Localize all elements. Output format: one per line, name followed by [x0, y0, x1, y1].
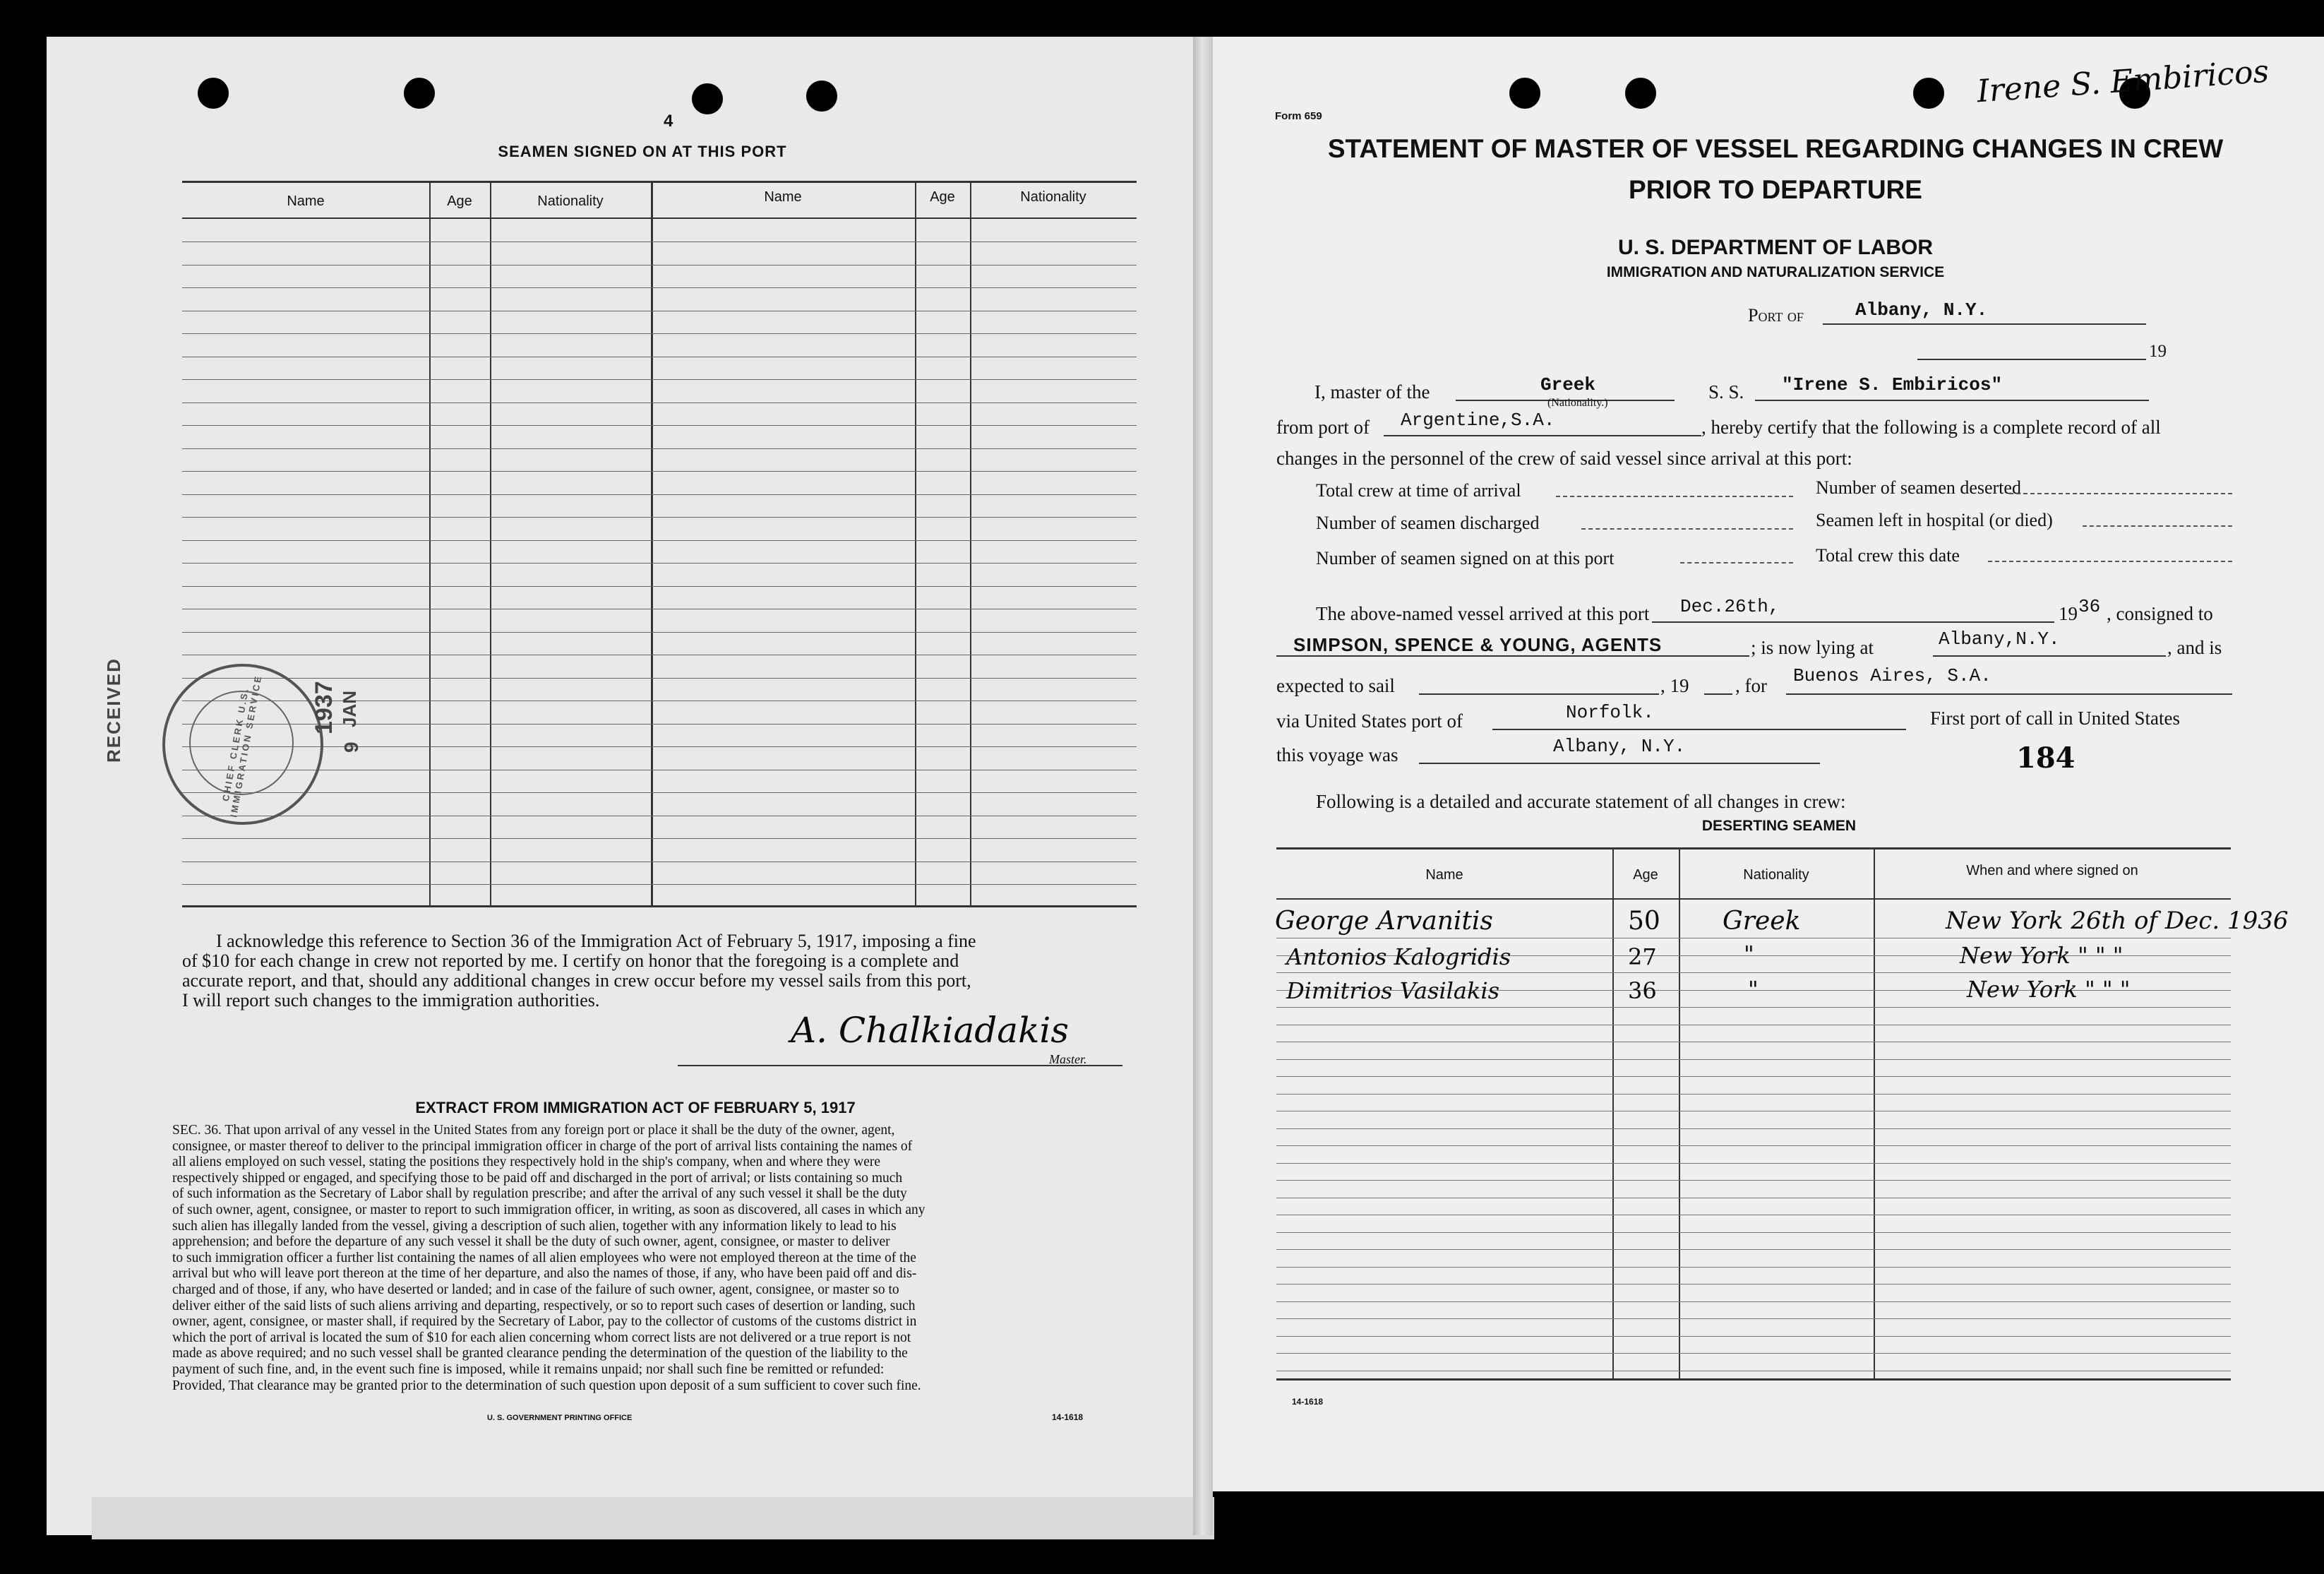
table-row	[1276, 972, 2231, 973]
header-nationality-2: Nationality	[1020, 189, 1086, 205]
extract-title: EXTRACT FROM IMMIGRATION ACT OF FEBRUARY 5, 1917	[415, 1099, 856, 1116]
table-row	[1276, 1353, 2231, 1354]
for-value: Buenos Aires, S.A.	[1793, 665, 1991, 686]
table-row	[1276, 1232, 2231, 1233]
stamp-day: 9	[340, 741, 362, 753]
extract-line: such alien has illegally landed from the vessel, giving a description of such alien, together with any information likely to lead to his	[172, 1218, 897, 1234]
header-age: Age	[447, 193, 472, 209]
table-row	[1276, 1318, 2231, 1319]
deserting-title: DESERTING SEAMEN	[1701, 818, 1857, 834]
arrived-date: Dec.26th,	[1680, 596, 1780, 617]
table-title: SEAMEN SIGNED ON AT THIS PORT	[498, 143, 787, 160]
right-form-code: 14-1618	[1292, 1397, 1324, 1407]
punch-hole-icon	[1913, 78, 1944, 109]
table-row	[1276, 1128, 2231, 1129]
deserting-header-name: Name	[1425, 867, 1463, 883]
table-row	[182, 884, 1137, 885]
lying-at-value: Albany,N.Y.	[1939, 628, 2060, 650]
via-value: Norfolk.	[1566, 702, 1654, 723]
table-row	[1276, 1007, 2231, 1008]
punch-hole-icon	[806, 81, 837, 112]
table-row	[182, 746, 1137, 747]
handwritten-number: 184	[2016, 741, 2076, 775]
from-port-value: Argentine,S.A.	[1401, 410, 1555, 431]
table-row	[182, 838, 1137, 839]
printer-line: U. S. GOVERNMENT PRINTING OFFICE	[487, 1414, 633, 1422]
form-title: STATEMENT OF MASTER OF VESSEL REGARDING CHANGES IN CREW	[1327, 134, 2224, 163]
corner-handwriting: Irene S. Embiricos	[1975, 53, 2270, 110]
deserter-signed-on: New York 26th of Dec. 1936	[1946, 907, 2289, 935]
extract-line: payment of such fine, and, in the event such fine is imposed, while it remains unpaid; nor shall such fine be remitted or refunded:	[172, 1362, 885, 1377]
table-row	[1276, 1249, 2231, 1250]
deserter-age: 50	[1628, 907, 1660, 936]
table-row	[182, 494, 1137, 495]
extract-line: arrival but who will leave port thereon at the time of her departure, and also the names of those, if any, who have been paid off and dis-	[172, 1266, 917, 1282]
deserter-signed-on: New York " " "	[1960, 942, 2124, 969]
table-row	[182, 563, 1137, 564]
arrived-year: 36	[2078, 596, 2101, 617]
punch-hole-icon	[1509, 78, 1540, 109]
table-row	[1276, 1094, 2231, 1095]
stamp-ring-text: CHIEF CLERK U.S. IMMIGRATION SERVICE	[220, 673, 264, 818]
table-row	[1276, 1267, 2231, 1268]
deserter-name: Antonios Kalogridis	[1286, 943, 1511, 970]
table-row	[1276, 1301, 2231, 1302]
header-nationality: Nationality	[537, 193, 604, 209]
deserter-signed-on: New York " " "	[1967, 976, 2131, 1003]
port-of-value: Albany, N.Y.	[1855, 299, 1988, 321]
this-voyage-value: Albany, N.Y.	[1553, 736, 1686, 757]
extract-line: consignee, or master thereof to deliver to the principal immigration officer in charge of the port of arrival lists containing the names of	[172, 1138, 913, 1154]
table-row	[182, 586, 1137, 587]
header-name: Name	[287, 193, 325, 209]
master-label: Master.	[1049, 1052, 1087, 1066]
page-fold	[1193, 37, 1213, 1535]
table-row	[182, 678, 1137, 679]
consignee: SIMPSON, SPENCE & YOUNG, AGENTS	[1293, 634, 1663, 655]
deserter-nationality: "	[1748, 976, 1759, 1003]
service: IMMIGRATION AND NATURALIZATION SERVICE	[1606, 264, 1945, 280]
form-number: Form 659	[1275, 110, 1322, 122]
table-row	[1276, 1145, 2231, 1146]
table-row	[1276, 1059, 2231, 1060]
deserter-nationality: Greek	[1723, 907, 1801, 936]
extract-line: owner, agent, consignee, or master shall, if required by the Secretary of Labor, pay to the collector of customs of the customs district in	[172, 1314, 917, 1330]
vessel-name: "Irene S. Embiricos"	[1782, 374, 2003, 395]
form-subtitle: PRIOR TO DEPARTURE	[1629, 175, 1922, 204]
punch-hole-icon	[692, 83, 723, 114]
stamp-year: 1937	[311, 681, 337, 734]
table-row	[182, 333, 1137, 334]
page-bottom-strip	[92, 1497, 1214, 1539]
department: U. S. DEPARTMENT OF LABOR	[1617, 236, 1934, 259]
left-form-code: 14-1618	[1052, 1412, 1084, 1422]
deserter-age: 36	[1628, 977, 1657, 1004]
deserter-age: 27	[1628, 943, 1657, 970]
table-row	[182, 287, 1137, 288]
table-row	[1276, 1180, 2231, 1181]
extract-line: of such owner, agent, consignee, or master to report to such immigration officer, in writing, as soon as discovered, all cases in which any	[172, 1203, 926, 1217]
table-row	[1276, 1336, 2231, 1337]
deserter-name: Dimitrios Vasilakis	[1286, 977, 1499, 1004]
page-number: 4	[664, 112, 673, 131]
extract-line: apprehension; and before the departure of any such vessel it shall be the duty of such owner, agent, consignee, or master to deliver	[172, 1234, 890, 1250]
table-row	[182, 448, 1137, 449]
table-row	[182, 379, 1137, 380]
table-row	[1276, 1076, 2231, 1077]
master-signature: A. Chalkiadakis	[791, 1010, 1070, 1051]
nationality-value: Greek	[1540, 374, 1596, 395]
deserting-header-signed-on: When and where signed on	[1966, 863, 2138, 878]
extract-line: to such immigration officer a further list containing the names of all alien employees who were not employed thereon at the time of the	[172, 1250, 916, 1265]
extract-line: Provided, That clearance may be granted prior to the determination of such question upon deposit of a sum sufficient to cover such fine.	[172, 1378, 921, 1393]
year-prefix: 19	[2149, 342, 2167, 361]
header-age-2: Age	[930, 189, 955, 205]
punch-hole-icon	[1625, 78, 1656, 109]
table-row	[182, 517, 1137, 518]
extract-line: which the port of arrival is located the sum of $10 for each alien concerning whom correct lists are not delivered or a true report is not	[172, 1330, 911, 1345]
extract-line: all aliens employed on such vessel, stating the positions they respectively hold in the ship's company, when and where they were	[172, 1155, 881, 1170]
extract-line: charged and of those, if any, who have deserted or landed; and in case of the failure of such owner, agent, consignee, or master so to	[172, 1282, 899, 1297]
table-row	[182, 632, 1137, 633]
port-of-label: Port of	[1748, 305, 1804, 326]
deserter-name: George Arvanitis	[1275, 907, 1493, 936]
table-row	[182, 471, 1137, 472]
extract-line: respectively shipped or engaged, and specifying those to be paid off and discharged in the port of arrival; or lists containing so much	[172, 1170, 903, 1186]
table-row	[182, 861, 1137, 862]
extract-line: deliver either of the said lists of such aliens arriving and departing, respectively, or so to report such cases of desertion or landing, such	[172, 1298, 916, 1313]
received-text: RECEIVED	[103, 657, 124, 763]
extract-line: of such information as the Secretary of Labor shall by regulation prescribe; and after the arrival of any such vessel it shall be the duty	[172, 1186, 907, 1202]
deserting-header-nationality: Nationality	[1743, 867, 1809, 883]
table-row	[182, 540, 1137, 541]
nationality-caption: (Nationality.)	[1547, 397, 1608, 409]
header-name-2: Name	[764, 189, 802, 205]
table-row	[182, 265, 1137, 266]
table-row	[1276, 1163, 2231, 1164]
punch-hole-icon	[404, 78, 435, 109]
deserter-nationality: "	[1744, 941, 1754, 967]
deserting-header-age: Age	[1633, 867, 1658, 883]
extract-line: made as above required; and no such vessel shall be granted clearance pending the determination of the question of the liability to the	[172, 1346, 908, 1361]
table-row	[182, 425, 1137, 426]
punch-hole-icon	[198, 78, 229, 109]
table-row	[182, 792, 1137, 793]
extract-line: SEC. 36. That upon arrival of any vessel in the United States from any foreign port or place it shall be the duty of the owner, agent,	[172, 1123, 895, 1138]
stamp-month: JAN	[339, 690, 360, 727]
